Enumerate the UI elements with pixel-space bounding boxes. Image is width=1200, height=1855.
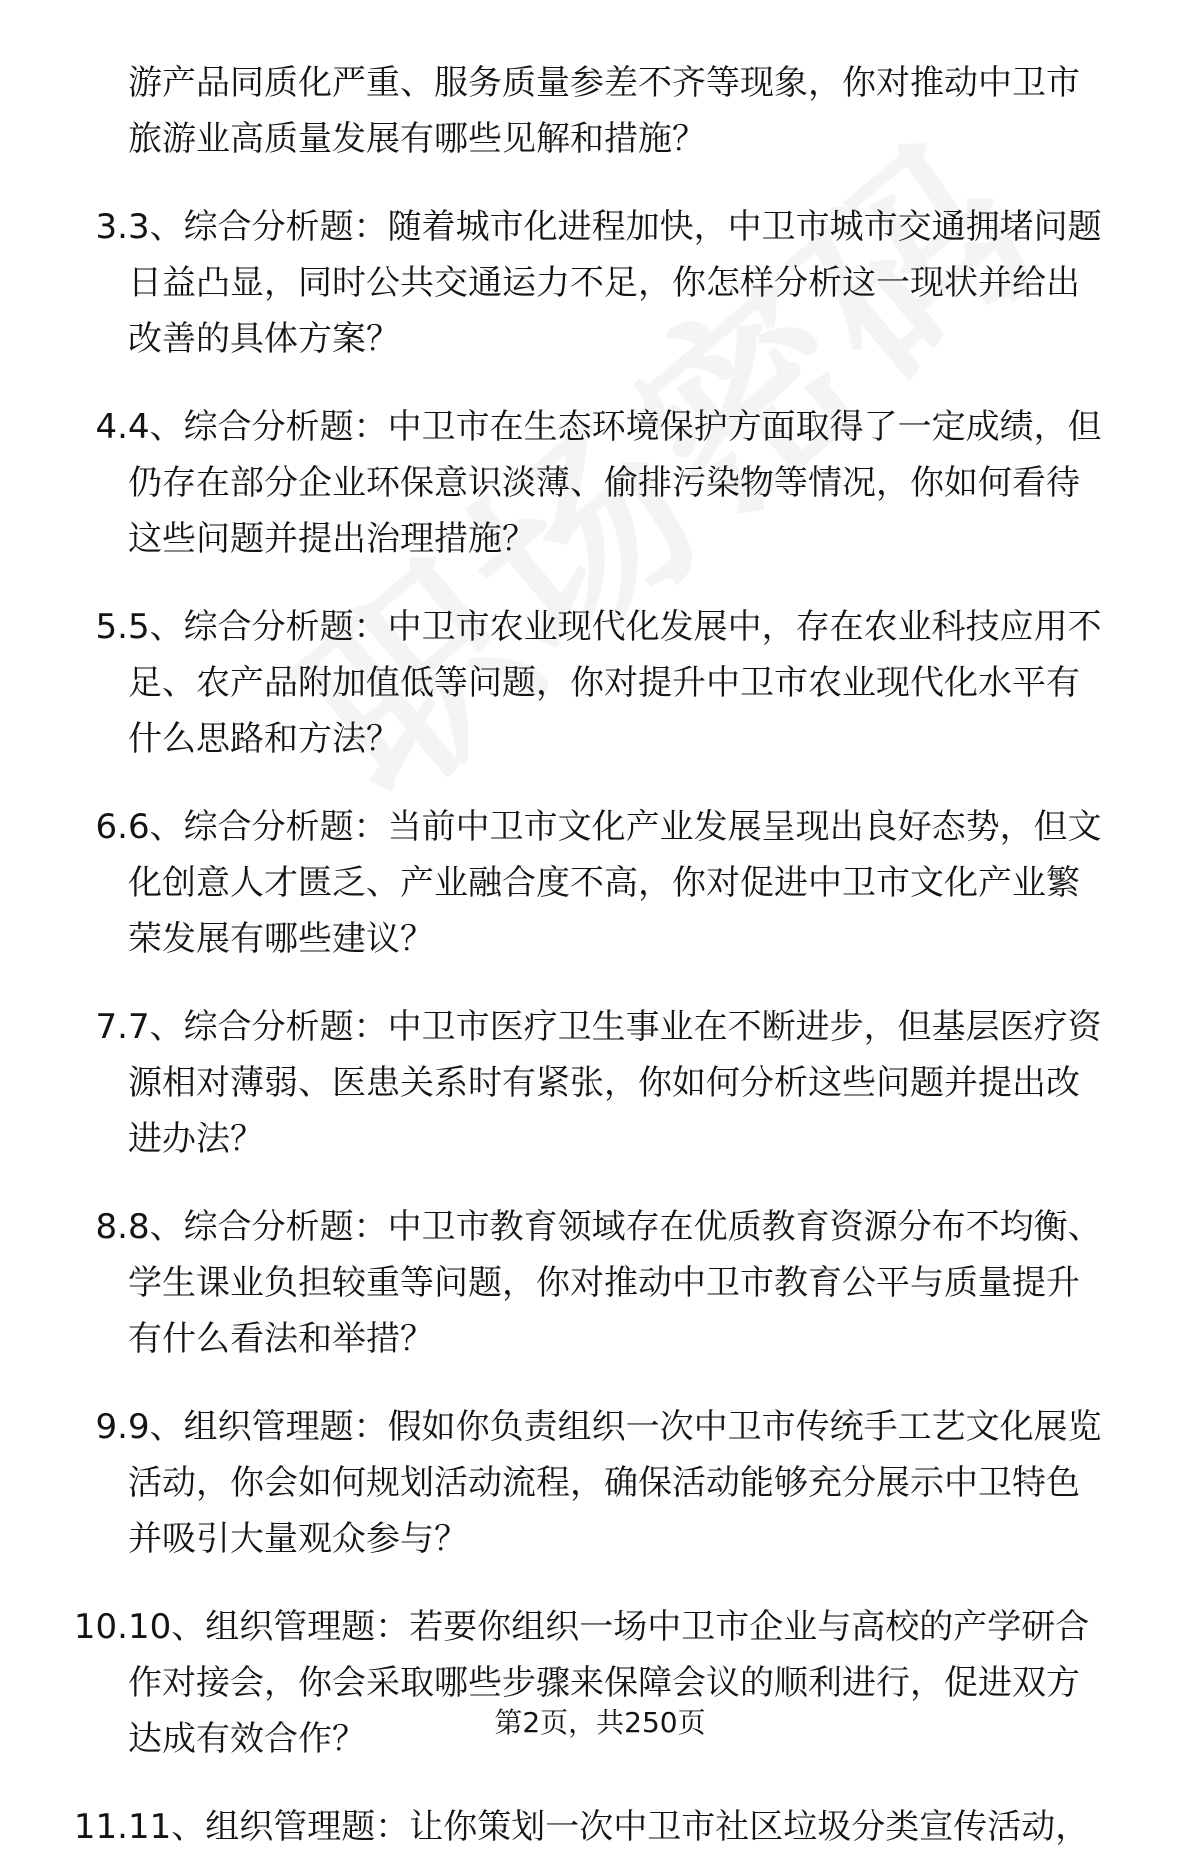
item-number: 7. xyxy=(95,1007,128,1047)
list-item xyxy=(0,1399,1200,1567)
item-number: 8. xyxy=(95,1207,128,1247)
continuation-text xyxy=(0,55,1200,167)
list-item xyxy=(0,999,1200,1167)
item-number: 5. xyxy=(95,607,128,647)
text-line: 旅游业高质量发展有哪些见解和措施？ xyxy=(128,119,706,159)
item-number: 3. xyxy=(95,207,128,247)
item-number: 4. xyxy=(95,407,128,447)
item-number: 11. xyxy=(73,1807,128,1847)
item-number: 9. xyxy=(95,1407,128,1447)
list-item xyxy=(0,799,1200,967)
text-line: 8、综合分析题：中卫市教育领域存在优质教育资源分布不均衡、 xyxy=(128,1207,1102,1247)
text-line: 9、组织管理题：假如你负责组织一次中卫市传统手工艺文化展览 xyxy=(128,1407,1102,1447)
item-number: 10. xyxy=(73,1607,128,1647)
text-line: 4、综合分析题：中卫市在生态环境保护方面取得了一定成绩，但 xyxy=(128,407,1102,447)
text-line: 11、组织管理题：让你策划一次中卫市社区垃圾分类宣传活动， xyxy=(128,1807,1090,1847)
list-item xyxy=(0,199,1200,367)
text-line: 仍存在部分企业环保意识淡薄、偷排污染物等情况，你如何看待 xyxy=(128,463,1080,503)
text-line: 日益凸显，同时公共交通运力不足，你怎样分析这一现状并给出 xyxy=(128,263,1080,303)
text-line: 足、农产品附加值低等问题，你对提升中卫市农业现代化水平有 xyxy=(128,663,1080,703)
text-line: 这些问题并提出治理措施？ xyxy=(128,519,536,559)
text-line: 什么思路和方法？ xyxy=(128,719,400,759)
text-line: 达成有效合作？ xyxy=(128,1719,366,1759)
text-line: 10、组织管理题：若要你组织一场中卫市企业与高校的产学研合 xyxy=(128,1607,1090,1647)
text-line: 活动，你会如何规划活动流程，确保活动能够充分展示中卫特色 xyxy=(128,1463,1080,1503)
text-line: 进办法？ xyxy=(128,1119,264,1159)
item-number: 6. xyxy=(95,807,128,847)
text-line: 学生课业负担较重等问题，你对推动中卫市教育公平与质量提升 xyxy=(128,1263,1080,1303)
text-line: 有什么看法和举措？ xyxy=(128,1319,434,1359)
text-line: 6、综合分析题：当前中卫市文化产业发展呈现出良好态势，但文 xyxy=(128,807,1102,847)
text-line: 7、综合分析题：中卫市医疗卫生事业在不断进步，但基层医疗资 xyxy=(128,1007,1102,1047)
text-line: 荣发展有哪些建议？ xyxy=(128,919,434,959)
question-list xyxy=(0,55,1200,1855)
text-line: 源相对薄弱、医患关系时有紧张，你如何分析这些问题并提出改 xyxy=(128,1063,1080,1103)
list-item xyxy=(0,599,1200,767)
list-item xyxy=(0,399,1200,567)
text-line: 作对接会，你会采取哪些步骤来保障会议的顺利进行，促进双方 xyxy=(128,1663,1080,1703)
text-line: 化创意人才匮乏、产业融合度不高，你对促进中卫市文化产业繁 xyxy=(128,863,1080,903)
text-line: 5、综合分析题：中卫市农业现代化发展中，存在农业科技应用不 xyxy=(128,607,1102,647)
text-line: 并吸引大量观众参与？ xyxy=(128,1519,468,1559)
text-line: 游产品同质化严重、服务质量参差不齐等现象，你对推动中卫市 xyxy=(128,63,1080,103)
page-footer: 第2页，共250页 xyxy=(494,1706,706,1739)
text-line: 3、综合分析题：随着城市化进程加快，中卫市城市交通拥堵问题 xyxy=(128,207,1102,247)
list-item xyxy=(0,1199,1200,1367)
text-line: 改善的具体方案？ xyxy=(128,319,400,359)
list-item xyxy=(0,1799,1200,1855)
